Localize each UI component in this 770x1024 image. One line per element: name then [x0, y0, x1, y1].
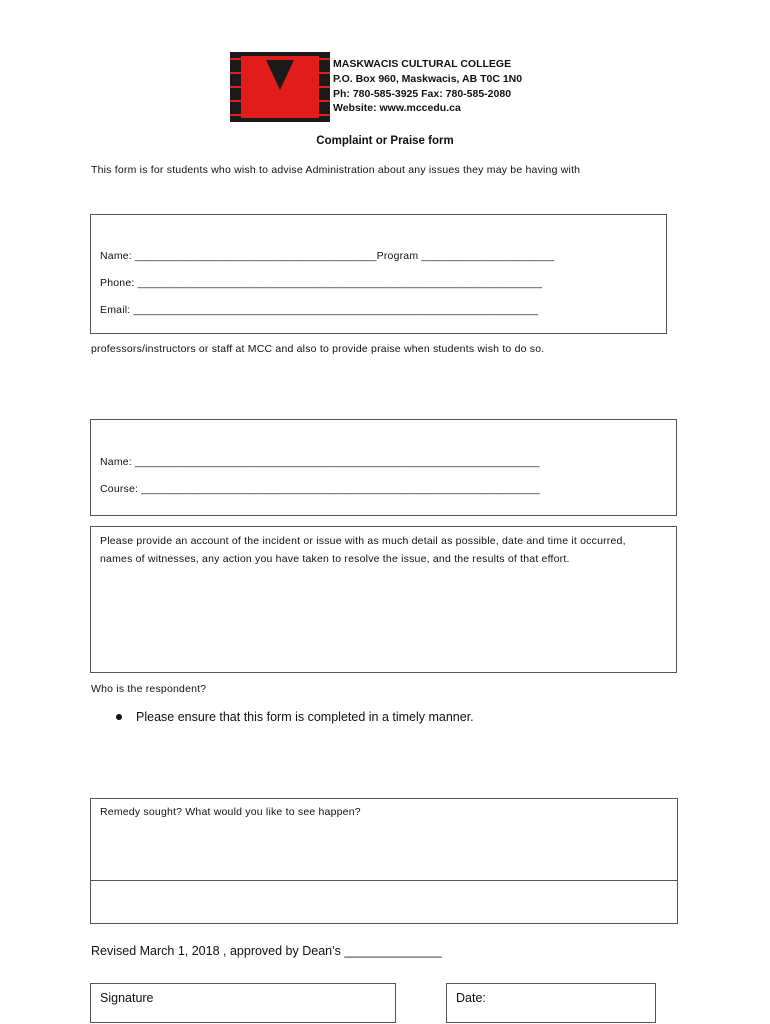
logo-left-border: [230, 52, 241, 122]
logo-m-notch: [266, 60, 294, 90]
bullet-icon: [116, 714, 122, 720]
student-name-program-field[interactable]: Name: ________________________________________Program ______________________: [100, 250, 555, 262]
respondent-name-field[interactable]: Name: ___________________________________________________________________: [100, 456, 540, 468]
college-website: Website: www.mccedu.ca: [333, 102, 461, 114]
remedy-extra-area[interactable]: [91, 881, 677, 923]
remedy-box: [90, 798, 678, 924]
form-title: Complaint or Praise form: [316, 135, 454, 147]
college-phone-fax: Ph: 780-585-3925 Fax: 780-585-2080: [333, 88, 512, 100]
remedy-prompt: Remedy sought? What would you like to see happen?: [100, 806, 361, 818]
intro-text-1: This form is for students who wish to advise Administration about any issues they may be having with: [91, 164, 581, 176]
account-prompt-2: names of witnesses, any action you have taken to resolve the issue, and the results of that effort.: [100, 553, 570, 565]
college-name: MASKWACIS CULTURAL COLLEGE: [333, 58, 512, 70]
respondent-question: Who is the respondent?: [91, 683, 207, 695]
respondent-box: [90, 419, 677, 516]
logo-right-border: [319, 52, 330, 122]
account-box[interactable]: [90, 526, 677, 673]
signature-box[interactable]: [90, 983, 396, 1023]
intro-text-2: professors/instructors or staff at MCC and also to provide praise when students wish to do so.: [91, 343, 545, 355]
date-label: Date:: [456, 991, 486, 1005]
student-email-field[interactable]: Email: ___________________________________________________________________: [100, 304, 539, 316]
college-logo: [230, 52, 330, 122]
logo-m-mark: [241, 56, 319, 118]
student-phone-field[interactable]: Phone: ___________________________________________________________________: [100, 277, 543, 289]
remedy-input-area[interactable]: [91, 799, 677, 880]
signature-label: Signature: [100, 991, 154, 1005]
account-prompt-1: Please provide an account of the incident or issue with as much detail as possible, date and time it occurred,: [100, 535, 626, 547]
revision-note: Revised March 1, 2018 , approved by Dean’s ______________: [91, 944, 442, 958]
student-info-box: [90, 214, 667, 334]
timely-reminder: Please ensure that this form is completed in a timely manner.: [136, 710, 474, 724]
date-box[interactable]: [446, 983, 656, 1023]
college-address: P.O. Box 960, Maskwacis, AB T0C 1N0: [333, 73, 523, 85]
respondent-course-field[interactable]: Course: __________________________________________________________________: [100, 483, 540, 495]
